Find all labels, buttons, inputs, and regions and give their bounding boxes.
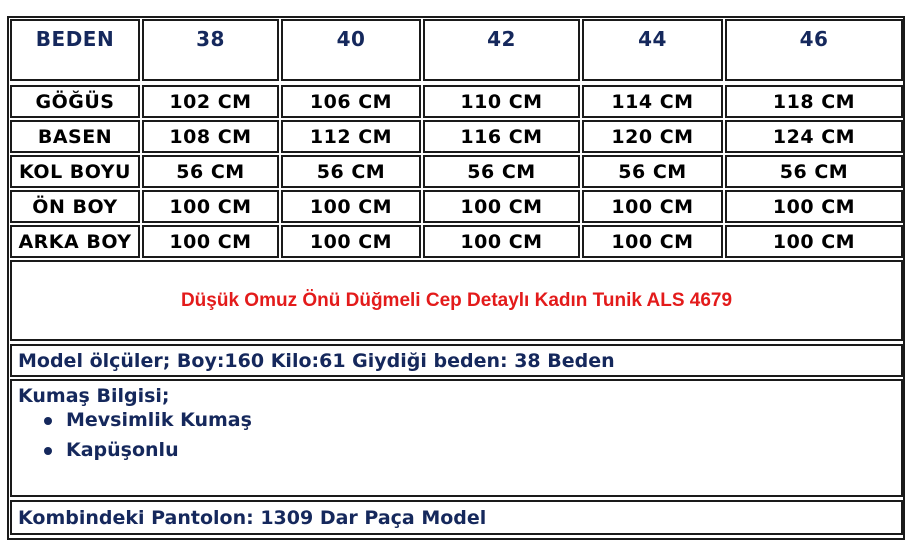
header-size-44: 44	[582, 19, 723, 81]
table-cell: 56 CM	[725, 155, 903, 188]
table-cell: 102 CM	[142, 85, 279, 118]
row-label-kol-boyu: KOL BOYU	[10, 155, 140, 188]
table-cell: 100 CM	[281, 190, 421, 223]
table-cell: 100 CM	[725, 190, 903, 223]
table-cell: 56 CM	[281, 155, 421, 188]
table-cell: 56 CM	[423, 155, 580, 188]
row-label-arka-boy: ARKA BOY	[10, 225, 140, 258]
table-cell: 116 CM	[423, 120, 580, 153]
table-cell: 100 CM	[281, 225, 421, 258]
table-cell: 100 CM	[423, 190, 580, 223]
header-size-40: 40	[281, 19, 421, 81]
table-cell: 100 CM	[725, 225, 903, 258]
table-cell: 56 CM	[582, 155, 723, 188]
combination-text: Kombindeki Pantolon: 1309 Dar Paça Model	[18, 506, 487, 529]
table-cell: 124 CM	[725, 120, 903, 153]
row-label-on-boy: ÖN BOY	[10, 190, 140, 223]
table-cell: 114 CM	[582, 85, 723, 118]
table-cell: 110 CM	[423, 85, 580, 118]
header-size-46: 46	[725, 19, 903, 81]
table-cell: 118 CM	[725, 85, 903, 118]
row-label-gogus: GÖĞÜS	[10, 85, 140, 118]
fabric-heading: Kumaş Bilgisi;	[18, 385, 170, 407]
table-cell: 112 CM	[281, 120, 421, 153]
table-cell: 100 CM	[582, 190, 723, 223]
bullet-icon	[44, 417, 52, 425]
header-beden: BEDEN	[10, 19, 140, 81]
list-item: Mevsimlik Kumaş	[44, 409, 901, 431]
model-info	[10, 344, 903, 377]
table-cell: 56 CM	[142, 155, 279, 188]
combination-info	[10, 500, 903, 535]
table-cell: 100 CM	[423, 225, 580, 258]
table-cell: 100 CM	[142, 190, 279, 223]
fabric-info	[10, 379, 903, 497]
table-cell: 100 CM	[582, 225, 723, 258]
fabric-list	[18, 409, 901, 461]
table-cell: 120 CM	[582, 120, 723, 153]
model-info-text: Model ölçüler; Boy:160 Kilo:61 Giydiği beden: 38 Beden	[18, 349, 615, 372]
bullet-icon	[44, 447, 52, 455]
table-cell: 108 CM	[142, 120, 279, 153]
header-size-38: 38	[142, 19, 279, 81]
table-cell: 100 CM	[142, 225, 279, 258]
list-item: Kapüşonlu	[44, 439, 901, 461]
header-size-42: 42	[423, 19, 580, 81]
row-label-basen: BASEN	[10, 120, 140, 153]
table-cell: 106 CM	[281, 85, 421, 118]
product-title: Düşük Omuz Önü Düğmeli Cep Detaylı Kadın Tunik ALS 4679	[10, 260, 903, 341]
